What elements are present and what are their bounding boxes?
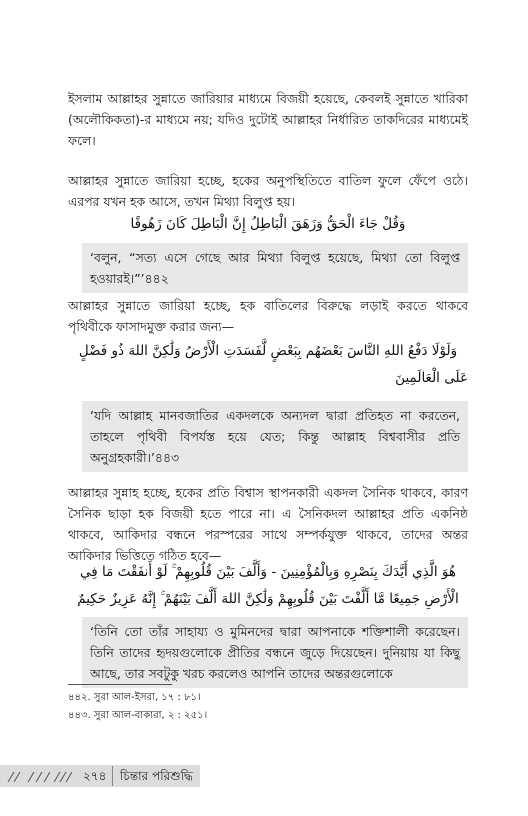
arabic-verse-3-line-2: الْأَرْضِ جَمِيعًا مَّا أَلَّفْتَ بَيْنَ قُلُوبِهِمْ وَلَٰكِنَّ اللهَ أَلَّفَ بَيْنَهُمْ ۚ إِنَّهُ عَزِيزٌ حَكِيمٌ xyxy=(77,591,459,607)
arabic-verse-2-line-2: عَلَى الْعَالَمِينَ xyxy=(395,370,468,386)
arabic-verse-3-line-1: هُوَ الَّذِي أَيَّدَكَ بِنَصْرِهِ وَبِالْمُؤْمِنِينَ - وَأَلَّفَ بَيْنَ قُلُوبِهِمْ ۚ لَوْ أَنفَقْتَ مَا فِي xyxy=(80,564,456,580)
footnote-442: ৪৪২. সুরা আল-ইসরা, ১৭ : ৮১। xyxy=(68,692,201,703)
paragraph-2: আল্লাহর সুন্নাতে জারিয়া হচ্ছে, হকের অনুপস্থিতিতে বাতিল ফুলে ফেঁপে ওঠে। এরপর যখন হক আসে, তখন মিথ্যা বিলুপ্ত হয়। xyxy=(68,173,468,209)
quote-2: ‘যদি আল্লাহ মানবজাতির একদলকে অন্যদল দ্বারা প্রতিহত না করতেন, তাহলে পৃথিবী বিপর্যস্ত হয়ে যেত; কিন্তু আল্লাহ বিশ্ববাসীর প্রতি অনুগ্রহকারী।’৪৪৩ xyxy=(82,401,468,472)
quote-3: ‘তিনি তো তাঁর সাহায্য ও মুমিনদের দ্বারা আপনাকে শক্তিশালী করেছেন। তিনি তাদের হৃদয়গুলোকে প্রীতির বন্ধনে জুড়ে দিয়েছেন। দুনিয়ায় যা কিছু আছে, তার সবটুকু খরচ করলেও আপনি তাদের অন্তরগুলোকে xyxy=(82,617,468,688)
decorative-hatch-icon xyxy=(6,768,72,784)
paragraph-4: আল্লাহর সুন্নাহ হচ্ছে, হকের প্রতি বিশ্বাস স্থাপনকারী একদল সৈনিক থাকবে, কারণ সৈনিক ছাড়া হক বিজয়ী হতে পারে না। এ সৈনিকদল আল্লাহর প্রতি একনিষ্ঠ থাকবে, আকিদার বন্ধনে পরস্পরের সাথে সম্পর্কযুক্ত থাকবে, তাদের অন্তর আকিদার ভিত্তিতে গঠিত হবে— xyxy=(68,485,468,563)
arabic-verse-2-line-1: وَلَوْلَا دَفْعُ اللهِ النَّاسَ بَعْضَهُم بِبَعْضٍ لَّفَسَدَتِ الْأَرْضُ وَلَٰكِنَّ اللهَ ذُو فَضْلٍ xyxy=(78,343,458,359)
arabic-verse-1: وَقُلْ جَاءَ الْحَقُّ وَزَهَقَ الْبَاطِلُ إِنَّ الْبَاطِلَ كَانَ زَهُوقًا xyxy=(130,216,406,232)
paragraph-3: আল্লাহর সুন্নাতে জারিয়া হচ্ছে, হক বাতিলের বিরুদ্ধে লড়াই করতে থাকবে পৃথিবীকে ফাসাদমুক্ত করার জন্য— xyxy=(68,298,468,334)
footnote-separator xyxy=(68,684,172,685)
page-number: ২৭৪ xyxy=(83,769,107,783)
quote-1: ‘বলুন, “সত্য এসে গেছে আর মিথ্যা বিলুপ্ত হয়েছে, মিথ্যা তো বিলুপ্ত হওয়ারই।”’৪৪২ xyxy=(82,243,468,293)
book-title: চিন্তার পরিশুদ্ধি xyxy=(120,769,193,783)
footer-divider xyxy=(112,766,113,786)
paragraph-1: ইসলাম আল্লাহর সুন্নাতে জারিয়ার মাধ্যমে বিজয়ী হয়েছে, কেবলই সুন্নাতে খারিকা (অলৌকিকতা)-র মাধ্যমে নয়; যদিও দুটোই আল্লাহর নির্ধারিত তাকদিরের মাধ্যমেই ফলে। xyxy=(68,91,468,148)
footnote-443: ৪৪৩. সুরা আল-বাকারা, ২ : ২৫১। xyxy=(68,710,208,721)
